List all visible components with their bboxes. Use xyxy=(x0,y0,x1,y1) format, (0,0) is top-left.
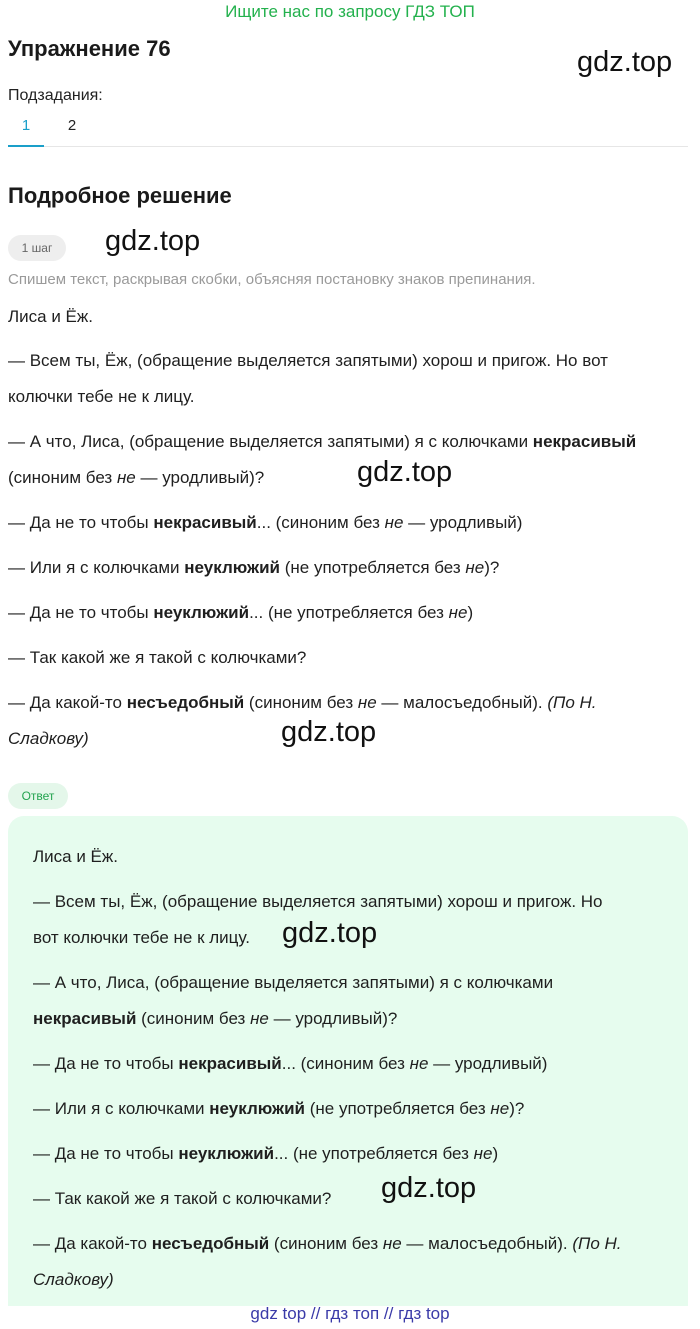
step-hint: Спишем текст, раскрывая скобки, объясняя постановку знаков препинания. xyxy=(8,271,536,288)
answer-line: Лиса и Ёж. xyxy=(33,847,118,866)
solution-line: — Да какой-то несъедобный (синоним без не — малосъедобный). (По Н. xyxy=(8,693,597,712)
subtask-tabs xyxy=(8,112,688,147)
solution-line: — Да не то чтобы неуклюжий... (не употребляется без не) xyxy=(8,603,474,622)
answer-line: — Да не то чтобы некрасивый... (синоним без не — уродливый) xyxy=(33,1054,548,1073)
answer-line: Сладкову) xyxy=(33,1270,114,1289)
answer-badge: Ответ xyxy=(8,783,68,809)
solution-line: — А что, Лиса, (обращение выделяется запятыми) я с колючками некрасивый xyxy=(8,432,637,451)
page-title: Упражнение 76 xyxy=(8,36,171,61)
answer-line: — Да какой-то несъедобный (синоним без не — малосъедобный). (По Н. xyxy=(33,1234,622,1253)
watermark-text: gdz.top xyxy=(357,456,453,488)
answer-line: — Так какой же я такой с колючками? xyxy=(33,1189,332,1208)
answer-line: некрасивый (синоним без не — уродливый)? xyxy=(33,1009,398,1028)
solution-title: Подробное решение xyxy=(8,183,232,208)
answer-line: — Да не то чтобы неуклюжий... (не употребляется без не) xyxy=(33,1144,499,1163)
solution-line: — Да не то чтобы некрасивый... (синоним без не — уродливый) xyxy=(8,513,523,532)
tab-subtask-1[interactable]: 1 xyxy=(8,112,44,147)
footer-banner: gdz top // гдз топ // гдз top xyxy=(250,1304,450,1323)
solution-line: Лиса и Ёж. xyxy=(8,307,93,326)
tab-subtask-2[interactable]: 2 xyxy=(67,117,77,134)
solution-line: — Всем ты, Ёж, (обращение выделяется запятыми) хорош и пригож. Но вот xyxy=(8,351,608,370)
answer-line: — А что, Лиса, (обращение выделяется запятыми) я с колючками xyxy=(33,973,554,992)
solution-line: (синоним без не — уродливый)? xyxy=(8,468,265,487)
watermark-text: gdz.top xyxy=(281,716,377,748)
solution-line: Сладкову) xyxy=(8,729,89,748)
watermark-logo: gdz.top xyxy=(577,46,673,78)
answer-line: вот колючки тебе не к лицу. xyxy=(33,928,250,947)
watermark-text: gdz.top xyxy=(282,917,378,949)
answer-line: — Всем ты, Ёж, (обращение выделяется запятыми) хорош и пригож. Но xyxy=(33,892,603,911)
solution-line: — Или я с колючками неуклюжий (не употребляется без не)? xyxy=(8,558,500,577)
answer-line: — Или я с колючками неуклюжий (не употребляется без не)? xyxy=(33,1099,525,1118)
watermark-text: gdz.top xyxy=(381,1172,477,1204)
subtasks-label: Подзадания: xyxy=(8,87,103,104)
top-banner: Ищите нас по запросу ГДЗ ТОП xyxy=(225,2,475,21)
solution-line: — Так какой же я такой с колючками? xyxy=(8,648,307,667)
step-badge: 1 шаг xyxy=(8,235,66,261)
watermark-text: gdz.top xyxy=(105,225,201,257)
solution-line: колючки тебе не к лицу. xyxy=(8,387,195,406)
